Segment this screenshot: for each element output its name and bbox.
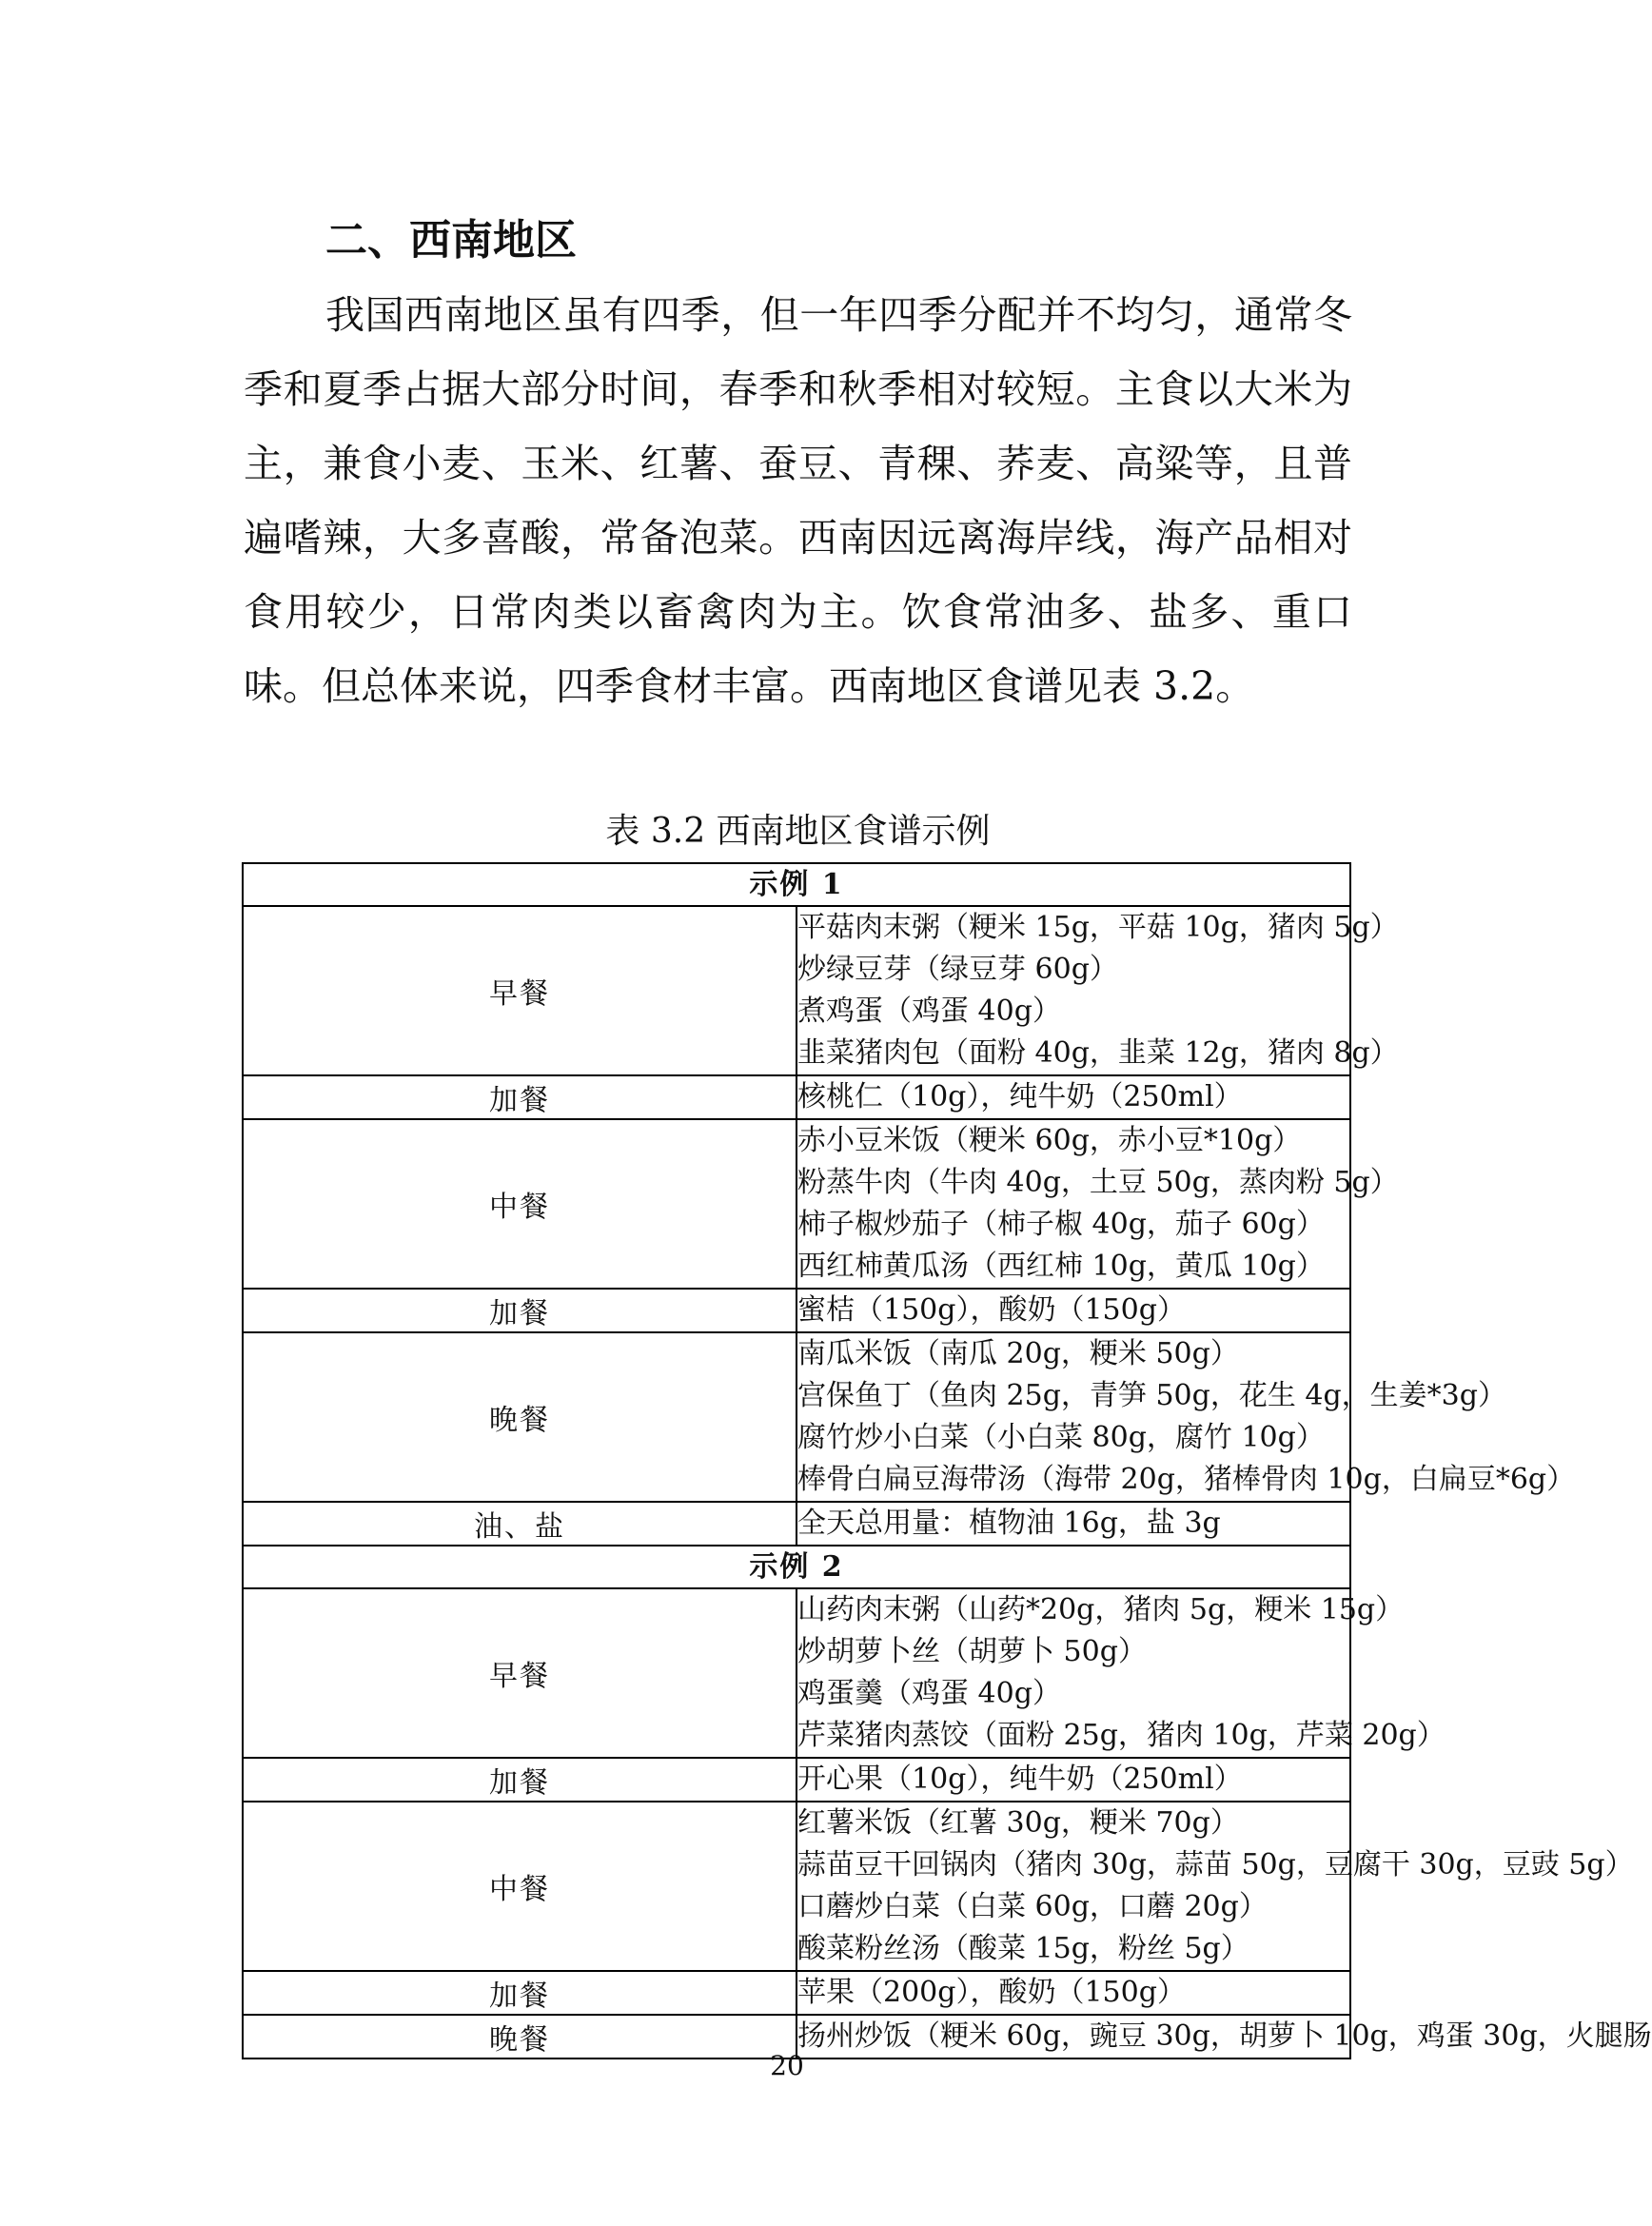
- meal-items: [796, 1758, 1350, 1802]
- table-row: [243, 1332, 1350, 1502]
- dish-line: 煮鸡蛋（鸡蛋 40g）: [797, 995, 1061, 1028]
- meal-items: [796, 1075, 1350, 1119]
- section-heading: 二、西南地区: [325, 216, 577, 265]
- dish-line: 粉蒸牛肉（牛肉 40g，土豆 50g，蒸肉粉 5g）: [797, 1166, 1399, 1199]
- meal-label: 中餐: [243, 1119, 796, 1289]
- dish-line: 西红柿黄瓜汤（西红柿 10g，黄瓜 10g）: [797, 1250, 1325, 1283]
- meal-label: 油、盐: [243, 1502, 796, 1546]
- meal-label: 晚餐: [243, 2015, 796, 2059]
- dish-line: 韭菜猪肉包（面粉 40g，韭菜 12g，猪肉 8g）: [797, 1036, 1399, 1070]
- meal-label: 晚餐: [243, 1332, 796, 1502]
- menu-table: [242, 862, 1652, 2059]
- dish-line: 开心果（10g），纯牛奶（250ml）: [797, 1763, 1243, 1796]
- dish-line: 棒骨白扁豆海带汤（海带 20g，猪棒骨肉 10g，白扁豆*6g）: [797, 1463, 1576, 1496]
- dish-line: 红薯米饭（红薯 30g，粳米 70g）: [797, 1806, 1239, 1840]
- meal-items: [796, 1119, 1399, 1289]
- dish-line: 酸菜粉丝汤（酸菜 15g，粉丝 5g）: [797, 1932, 1249, 1965]
- dish-line: 扬州炒饭（粳米 60g，豌豆 30g，胡萝卜 10g，鸡蛋 30g，火腿肠: [797, 2019, 1652, 2053]
- dish-line: 南瓜米饭（南瓜 20g，粳米 50g）: [797, 1337, 1239, 1370]
- section-title: 示例 2: [243, 1546, 1350, 1588]
- meal-items: [796, 1802, 1634, 1971]
- dish-line: 鸡蛋羹（鸡蛋 40g）: [797, 1677, 1061, 1710]
- meal-items: [796, 1502, 1350, 1546]
- table-row: [243, 1075, 1350, 1119]
- meal-label: 中餐: [243, 1802, 796, 1971]
- meal-label: 早餐: [243, 1588, 796, 1758]
- section-title: 示例 1: [243, 863, 1350, 906]
- dish-line: 口蘑炒白菜（白菜 60g，口蘑 20g）: [797, 1890, 1268, 1923]
- table-row: [243, 906, 1350, 1075]
- dish-line: 腐竹炒小白菜（小白菜 80g，腐竹 10g）: [797, 1421, 1325, 1454]
- meal-label: 早餐: [243, 906, 796, 1075]
- dish-line: 蒜苗豆干回锅肉（猪肉 30g，蒜苗 50g，豆腐干 30g，豆豉 5g）: [797, 1848, 1634, 1881]
- section-header-row: [243, 1546, 1350, 1588]
- dish-line: 宫保鱼丁（鱼肉 25g，青笋 50g，花生 4g，生姜*3g）: [797, 1379, 1506, 1412]
- dish-line: 全天总用量：植物油 16g，盐 3g: [797, 1507, 1221, 1540]
- meal-label: 加餐: [243, 1075, 796, 1119]
- meal-items: [796, 1332, 1576, 1502]
- section-header-row: [243, 863, 1350, 906]
- meal-items: [796, 1588, 1446, 1758]
- table-caption: 表 3.2 西南地区食谱示例: [605, 812, 991, 851]
- meal-items: [796, 1971, 1350, 2015]
- dish-line: 芹菜猪肉蒸饺（面粉 25g，猪肉 10g，芹菜 20g）: [797, 1719, 1446, 1752]
- dish-line: 苹果（200g），酸奶（150g）: [797, 1976, 1186, 2009]
- table-row: [243, 1758, 1350, 1802]
- dish-line: 蜜桔（150g），酸奶（150g）: [797, 1293, 1186, 1327]
- meal-label: 加餐: [243, 1289, 796, 1332]
- table-row: [243, 1802, 1350, 1971]
- dish-line: 核桃仁（10g），纯牛奶（250ml）: [797, 1080, 1243, 1113]
- dish-line: 赤小豆米饭（粳米 60g，赤小豆*10g）: [797, 1124, 1302, 1157]
- table-row: [243, 1119, 1350, 1289]
- dish-line: 平菇肉末粥（粳米 15g，平菇 10g，猪肉 5g）: [797, 911, 1399, 944]
- meal-items: [796, 906, 1399, 1075]
- dish-line: 炒绿豆芽（绿豆芽 60g）: [797, 953, 1118, 986]
- dish-line: 炒胡萝卜丝（胡萝卜 50g）: [797, 1635, 1147, 1668]
- meal-label: 加餐: [243, 1758, 796, 1802]
- table-row: [243, 1588, 1350, 1758]
- table-row: [243, 1289, 1350, 1332]
- meal-items: [796, 1289, 1350, 1332]
- meal-label: 加餐: [243, 1971, 796, 2015]
- table-row: [243, 1502, 1350, 1546]
- table-row: [243, 1971, 1350, 2015]
- intro-paragraph: 我国西南地区虽有四季，但一年四季分配并不均匀，通常冬季和夏季占据大部分时间，春季和秋季相对较短。主食以大米为主，兼食小麦、玉米、红薯、蚕豆、青稞、荞麦、高粱等，且普遍嗜辣，大多喜酸，常备泡菜。西南因远离海岸线，海产品相对食用较少，日常肉类以畜禽肉为主。饮食常油多、盐多、重口味。但总体来说，四季食材丰富。西南地区食谱见表 3.2。: [244, 292, 1352, 709]
- dish-line: 山药肉末粥（山药*20g，猪肉 5g，粳米 15g）: [797, 1593, 1405, 1626]
- dish-line: 柿子椒炒茄子（柿子椒 40g，茄子 60g）: [797, 1208, 1325, 1241]
- page-number: 20: [770, 2050, 804, 2081]
